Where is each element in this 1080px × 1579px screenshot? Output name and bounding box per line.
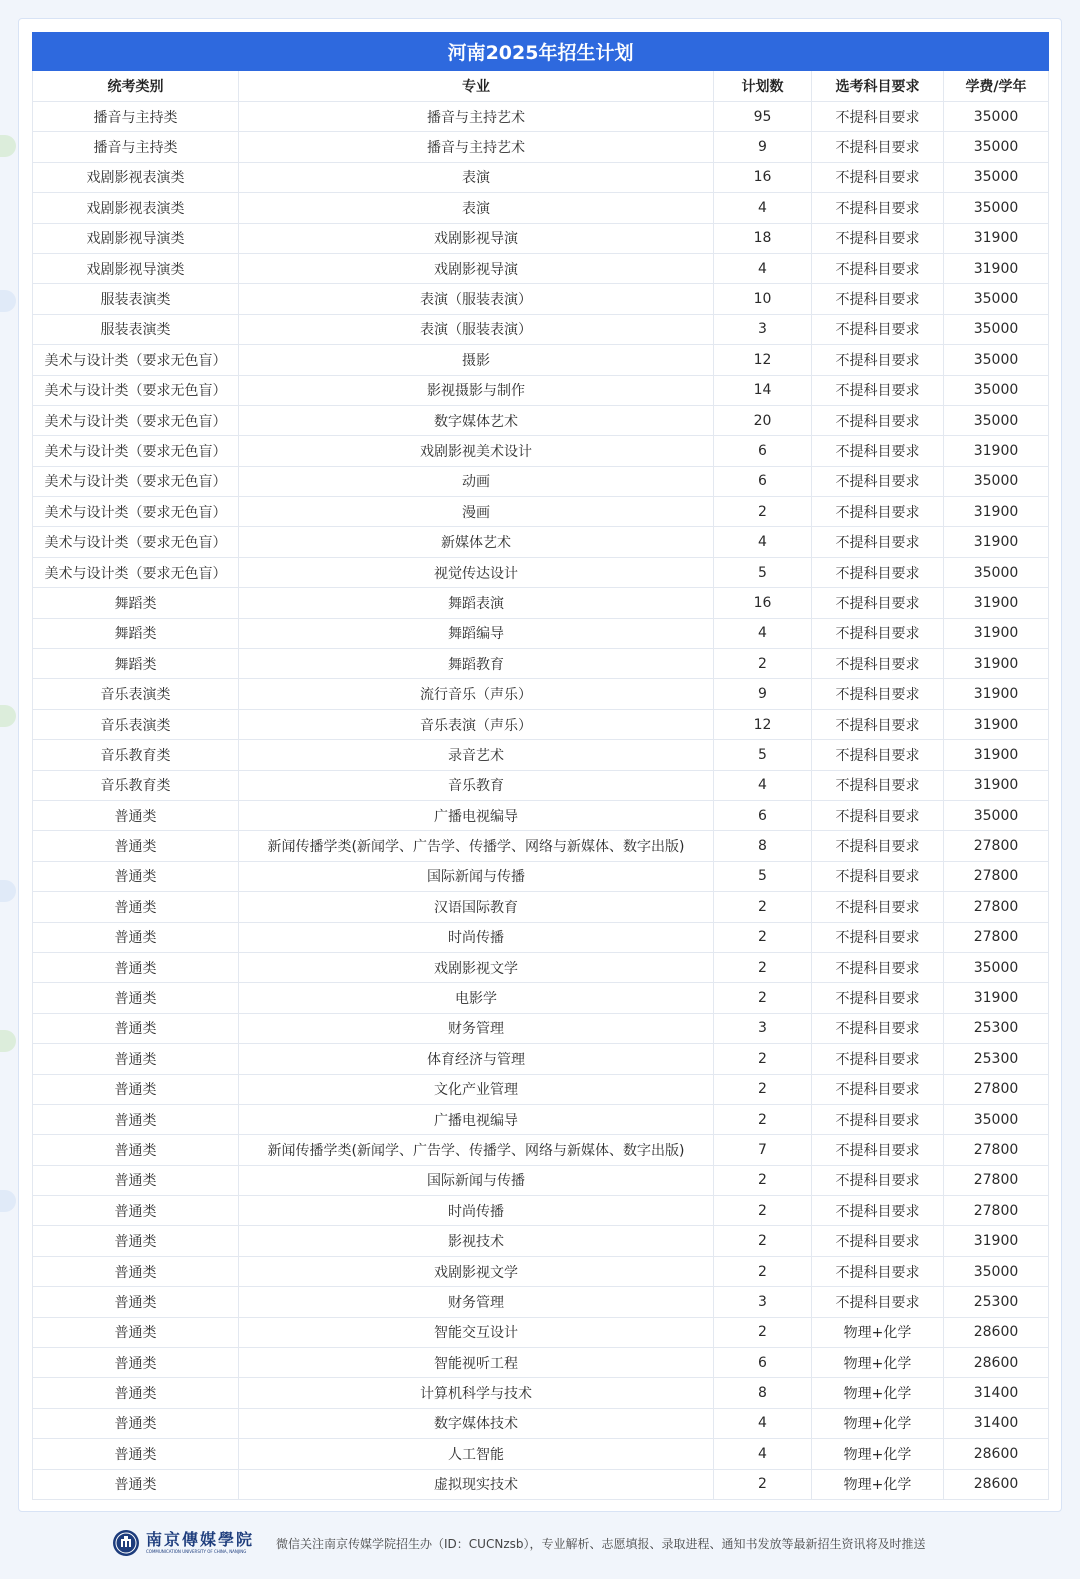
cell-major: 体育经济与管理	[239, 1044, 714, 1074]
cell-category: 普通类	[33, 1104, 239, 1134]
cell-plan-count: 2	[714, 1074, 812, 1104]
cell-category: 普通类	[33, 1378, 239, 1408]
table-row	[33, 1256, 1049, 1286]
cell-category: 播音与主持类	[33, 132, 239, 162]
cell-tuition: 35000	[944, 466, 1049, 496]
table-row	[33, 466, 1049, 496]
university-logo	[112, 1529, 254, 1557]
table-row	[33, 892, 1049, 922]
decor-leaf	[0, 880, 16, 902]
cell-major: 表演	[239, 162, 714, 192]
header-major: 专业	[239, 71, 714, 102]
cell-tuition: 31900	[944, 1226, 1049, 1256]
cell-major: 戏剧影视美术设计	[239, 436, 714, 466]
table-row	[33, 618, 1049, 648]
cell-plan-count: 6	[714, 800, 812, 830]
cell-tuition: 28600	[944, 1439, 1049, 1469]
table-body	[33, 102, 1049, 1500]
cell-plan-count: 2	[714, 1226, 812, 1256]
table-row	[33, 375, 1049, 405]
cell-category: 美术与设计类（要求无色盲）	[33, 527, 239, 557]
cell-tuition: 31400	[944, 1378, 1049, 1408]
header-tuition: 学费/学年	[944, 71, 1049, 102]
cell-plan-count: 2	[714, 1469, 812, 1499]
table-row	[33, 345, 1049, 375]
table-row	[33, 922, 1049, 952]
cell-category: 普通类	[33, 1196, 239, 1226]
table-row	[33, 1439, 1049, 1469]
cell-category: 普通类	[33, 1469, 239, 1499]
cell-category: 美术与设计类（要求无色盲）	[33, 345, 239, 375]
cell-tuition: 27800	[944, 1196, 1049, 1226]
cell-category: 戏剧影视表演类	[33, 162, 239, 192]
cell-subject-requirement: 不提科目要求	[812, 1256, 944, 1286]
cell-category: 美术与设计类（要求无色盲）	[33, 436, 239, 466]
cell-plan-count: 2	[714, 1256, 812, 1286]
table-row	[33, 132, 1049, 162]
header-plan-count: 计划数	[714, 71, 812, 102]
cell-tuition: 35000	[944, 314, 1049, 344]
cell-subject-requirement: 不提科目要求	[812, 375, 944, 405]
cell-plan-count: 2	[714, 1196, 812, 1226]
cell-major: 计算机科学与技术	[239, 1378, 714, 1408]
table-row	[33, 709, 1049, 739]
cell-major: 摄影	[239, 345, 714, 375]
table-row	[33, 284, 1049, 314]
cell-subject-requirement: 不提科目要求	[812, 618, 944, 648]
cell-tuition: 35000	[944, 1104, 1049, 1134]
cell-major: 舞蹈教育	[239, 649, 714, 679]
cell-plan-count: 2	[714, 922, 812, 952]
cell-major: 表演（服装表演）	[239, 314, 714, 344]
cell-major: 视觉传达设计	[239, 557, 714, 587]
cell-subject-requirement: 不提科目要求	[812, 557, 944, 587]
cell-category: 普通类	[33, 1287, 239, 1317]
cell-plan-count: 6	[714, 1348, 812, 1378]
cell-subject-requirement: 物理+化学	[812, 1408, 944, 1438]
cell-plan-count: 3	[714, 314, 812, 344]
cell-plan-count: 5	[714, 740, 812, 770]
cell-tuition: 31900	[944, 770, 1049, 800]
cell-major: 财务管理	[239, 1013, 714, 1043]
cell-category: 普通类	[33, 831, 239, 861]
cell-major: 智能交互设计	[239, 1317, 714, 1347]
cell-plan-count: 2	[714, 983, 812, 1013]
table-row	[33, 1196, 1049, 1226]
cell-major: 电影学	[239, 983, 714, 1013]
cell-major: 时尚传播	[239, 922, 714, 952]
cell-tuition: 27800	[944, 831, 1049, 861]
cell-category: 普通类	[33, 1317, 239, 1347]
cell-category: 普通类	[33, 983, 239, 1013]
cell-major: 流行音乐（声乐）	[239, 679, 714, 709]
table-row	[33, 770, 1049, 800]
cell-subject-requirement: 不提科目要求	[812, 831, 944, 861]
table-row	[33, 557, 1049, 587]
table-row	[33, 983, 1049, 1013]
footer-notice: 微信关注南京传媒学院招生办（ID：CUCNzsb），专业解析、志愿填报、录取进程、通知书发放等最新招生资讯将及时推送	[276, 1536, 926, 1551]
cell-plan-count: 4	[714, 1439, 812, 1469]
cell-plan-count: 9	[714, 679, 812, 709]
cell-category: 普通类	[33, 1226, 239, 1256]
cell-plan-count: 5	[714, 861, 812, 891]
cell-plan-count: 2	[714, 1317, 812, 1347]
cell-plan-count: 3	[714, 1287, 812, 1317]
cell-major: 戏剧影视文学	[239, 1256, 714, 1286]
table-row	[33, 405, 1049, 435]
cell-major: 国际新闻与传播	[239, 861, 714, 891]
cell-major: 影视技术	[239, 1226, 714, 1256]
cell-subject-requirement: 物理+化学	[812, 1348, 944, 1378]
cell-plan-count: 2	[714, 497, 812, 527]
cell-tuition: 31900	[944, 983, 1049, 1013]
cell-category: 美术与设计类（要求无色盲）	[33, 405, 239, 435]
cell-category: 服装表演类	[33, 314, 239, 344]
cell-plan-count: 8	[714, 831, 812, 861]
cell-category: 普通类	[33, 1044, 239, 1074]
header-category: 统考类别	[33, 71, 239, 102]
enrollment-table	[32, 32, 1049, 1500]
table-row	[33, 800, 1049, 830]
cell-subject-requirement: 不提科目要求	[812, 709, 944, 739]
cell-major: 广播电视编导	[239, 1104, 714, 1134]
cell-tuition: 35000	[944, 405, 1049, 435]
cell-category: 舞蹈类	[33, 649, 239, 679]
cell-subject-requirement: 不提科目要求	[812, 679, 944, 709]
cell-major: 新闻传播学类(新闻学、广告学、传播学、网络与新媒体、数字出版)	[239, 831, 714, 861]
table-row	[33, 1074, 1049, 1104]
cell-major: 音乐表演（声乐）	[239, 709, 714, 739]
table-row	[33, 952, 1049, 982]
table-row	[33, 1378, 1049, 1408]
cell-subject-requirement: 不提科目要求	[812, 1226, 944, 1256]
cell-tuition: 27800	[944, 922, 1049, 952]
cell-plan-count: 10	[714, 284, 812, 314]
table-row	[33, 740, 1049, 770]
cell-tuition: 35000	[944, 193, 1049, 223]
cell-plan-count: 4	[714, 527, 812, 557]
cell-subject-requirement: 不提科目要求	[812, 740, 944, 770]
cell-subject-requirement: 不提科目要求	[812, 284, 944, 314]
cell-major: 舞蹈编导	[239, 618, 714, 648]
cell-tuition: 25300	[944, 1287, 1049, 1317]
cell-subject-requirement: 不提科目要求	[812, 983, 944, 1013]
cell-major: 戏剧影视文学	[239, 952, 714, 982]
cell-tuition: 27800	[944, 1074, 1049, 1104]
cell-tuition: 28600	[944, 1317, 1049, 1347]
cell-plan-count: 12	[714, 709, 812, 739]
cell-subject-requirement: 不提科目要求	[812, 922, 944, 952]
table-row	[33, 1408, 1049, 1438]
cell-subject-requirement: 不提科目要求	[812, 861, 944, 891]
cell-subject-requirement: 不提科目要求	[812, 466, 944, 496]
cell-major: 国际新闻与传播	[239, 1165, 714, 1195]
table-row	[33, 1135, 1049, 1165]
cell-subject-requirement: 不提科目要求	[812, 770, 944, 800]
cell-tuition: 31900	[944, 618, 1049, 648]
cell-plan-count: 16	[714, 588, 812, 618]
cell-tuition: 31900	[944, 436, 1049, 466]
table-row	[33, 162, 1049, 192]
cell-tuition: 35000	[944, 162, 1049, 192]
table-row	[33, 1287, 1049, 1317]
cell-category: 舞蹈类	[33, 618, 239, 648]
cell-subject-requirement: 不提科目要求	[812, 1135, 944, 1165]
cell-subject-requirement: 不提科目要求	[812, 253, 944, 283]
decor-leaf	[0, 1190, 16, 1212]
cell-tuition: 35000	[944, 800, 1049, 830]
cell-plan-count: 20	[714, 405, 812, 435]
cell-major: 动画	[239, 466, 714, 496]
cell-plan-count: 16	[714, 162, 812, 192]
cell-category: 美术与设计类（要求无色盲）	[33, 557, 239, 587]
plan-card	[18, 18, 1062, 1512]
cell-major: 文化产业管理	[239, 1074, 714, 1104]
cell-tuition: 35000	[944, 102, 1049, 132]
cell-plan-count: 8	[714, 1378, 812, 1408]
table-row	[33, 1165, 1049, 1195]
cell-major: 新媒体艺术	[239, 527, 714, 557]
table-row	[33, 102, 1049, 132]
cell-plan-count: 3	[714, 1013, 812, 1043]
cell-major: 影视摄影与制作	[239, 375, 714, 405]
cell-tuition: 28600	[944, 1469, 1049, 1499]
cell-major: 数字媒体技术	[239, 1408, 714, 1438]
cell-category: 舞蹈类	[33, 588, 239, 618]
cell-plan-count: 18	[714, 223, 812, 253]
cell-tuition: 35000	[944, 952, 1049, 982]
cell-tuition: 35000	[944, 557, 1049, 587]
table-row	[33, 1044, 1049, 1074]
decor-leaf	[0, 290, 16, 312]
cell-tuition: 35000	[944, 132, 1049, 162]
cell-subject-requirement: 不提科目要求	[812, 1196, 944, 1226]
table-row	[33, 649, 1049, 679]
cell-subject-requirement: 不提科目要求	[812, 193, 944, 223]
cell-tuition: 31900	[944, 709, 1049, 739]
table-row	[33, 497, 1049, 527]
cell-major: 播音与主持艺术	[239, 102, 714, 132]
cell-plan-count: 4	[714, 770, 812, 800]
cell-major: 人工智能	[239, 1439, 714, 1469]
cell-subject-requirement: 不提科目要求	[812, 314, 944, 344]
table-row	[33, 223, 1049, 253]
cell-major: 新闻传播学类(新闻学、广告学、传播学、网络与新媒体、数字出版)	[239, 1135, 714, 1165]
cell-category: 普通类	[33, 1408, 239, 1438]
cell-tuition: 25300	[944, 1013, 1049, 1043]
cell-subject-requirement: 不提科目要求	[812, 1287, 944, 1317]
cell-major: 广播电视编导	[239, 800, 714, 830]
cell-major: 舞蹈表演	[239, 588, 714, 618]
cell-plan-count: 6	[714, 466, 812, 496]
cell-category: 戏剧影视导演类	[33, 223, 239, 253]
university-emblem-icon	[112, 1529, 140, 1557]
cell-plan-count: 9	[714, 132, 812, 162]
cell-category: 音乐教育类	[33, 770, 239, 800]
cell-category: 普通类	[33, 1074, 239, 1104]
cell-subject-requirement: 不提科目要求	[812, 223, 944, 253]
cell-major: 表演（服装表演）	[239, 284, 714, 314]
cell-tuition: 31900	[944, 679, 1049, 709]
cell-plan-count: 2	[714, 1165, 812, 1195]
cell-category: 普通类	[33, 1013, 239, 1043]
cell-tuition: 31400	[944, 1408, 1049, 1438]
cell-plan-count: 4	[714, 618, 812, 648]
cell-category: 戏剧影视表演类	[33, 193, 239, 223]
cell-category: 普通类	[33, 1165, 239, 1195]
cell-major: 时尚传播	[239, 1196, 714, 1226]
cell-major: 虚拟现实技术	[239, 1469, 714, 1499]
cell-tuition: 31900	[944, 740, 1049, 770]
cell-subject-requirement: 不提科目要求	[812, 1165, 944, 1195]
cell-major: 戏剧影视导演	[239, 253, 714, 283]
cell-category: 音乐教育类	[33, 740, 239, 770]
cell-subject-requirement: 物理+化学	[812, 1317, 944, 1347]
cell-subject-requirement: 物理+化学	[812, 1469, 944, 1499]
cell-tuition: 35000	[944, 1256, 1049, 1286]
cell-subject-requirement: 物理+化学	[812, 1439, 944, 1469]
cell-category: 普通类	[33, 1348, 239, 1378]
cell-subject-requirement: 不提科目要求	[812, 436, 944, 466]
cell-plan-count: 2	[714, 1104, 812, 1134]
cell-tuition: 31900	[944, 649, 1049, 679]
table-row	[33, 1013, 1049, 1043]
cell-plan-count: 2	[714, 952, 812, 982]
table-row	[33, 1348, 1049, 1378]
cell-category: 音乐表演类	[33, 709, 239, 739]
cell-subject-requirement: 不提科目要求	[812, 952, 944, 982]
cell-category: 美术与设计类（要求无色盲）	[33, 497, 239, 527]
cell-tuition: 27800	[944, 892, 1049, 922]
footer	[112, 1523, 1012, 1563]
cell-tuition: 31900	[944, 497, 1049, 527]
cell-tuition: 28600	[944, 1348, 1049, 1378]
cell-category: 普通类	[33, 1135, 239, 1165]
table-row	[33, 1317, 1049, 1347]
table-row	[33, 861, 1049, 891]
cell-subject-requirement: 不提科目要求	[812, 1074, 944, 1104]
decor-leaf	[0, 1030, 16, 1052]
cell-category: 普通类	[33, 1439, 239, 1469]
table-row	[33, 193, 1049, 223]
cell-category: 普通类	[33, 952, 239, 982]
cell-tuition: 31900	[944, 588, 1049, 618]
logo-chinese-name: 南京傳媒學院	[146, 1530, 255, 1549]
cell-plan-count: 2	[714, 1044, 812, 1074]
cell-tuition: 35000	[944, 345, 1049, 375]
cell-tuition: 27800	[944, 861, 1049, 891]
cell-tuition: 27800	[944, 1165, 1049, 1195]
cell-subject-requirement: 不提科目要求	[812, 649, 944, 679]
cell-subject-requirement: 物理+化学	[812, 1378, 944, 1408]
cell-category: 普通类	[33, 892, 239, 922]
cell-subject-requirement: 不提科目要求	[812, 102, 944, 132]
decor-leaf	[0, 135, 16, 157]
cell-subject-requirement: 不提科目要求	[812, 162, 944, 192]
table-row	[33, 679, 1049, 709]
table-row	[33, 1104, 1049, 1134]
table-row	[33, 314, 1049, 344]
cell-tuition: 35000	[944, 284, 1049, 314]
cell-plan-count: 4	[714, 1408, 812, 1438]
cell-subject-requirement: 不提科目要求	[812, 345, 944, 375]
cell-subject-requirement: 不提科目要求	[812, 892, 944, 922]
cell-major: 播音与主持艺术	[239, 132, 714, 162]
cell-subject-requirement: 不提科目要求	[812, 132, 944, 162]
table-row	[33, 527, 1049, 557]
cell-tuition: 31900	[944, 527, 1049, 557]
cell-subject-requirement: 不提科目要求	[812, 405, 944, 435]
cell-tuition: 27800	[944, 1135, 1049, 1165]
table-row	[33, 831, 1049, 861]
cell-subject-requirement: 不提科目要求	[812, 497, 944, 527]
cell-tuition: 31900	[944, 223, 1049, 253]
cell-subject-requirement: 不提科目要求	[812, 588, 944, 618]
cell-category: 普通类	[33, 800, 239, 830]
cell-major: 数字媒体艺术	[239, 405, 714, 435]
cell-major: 漫画	[239, 497, 714, 527]
cell-plan-count: 14	[714, 375, 812, 405]
cell-category: 戏剧影视导演类	[33, 253, 239, 283]
cell-subject-requirement: 不提科目要求	[812, 1104, 944, 1134]
table-title: 河南2025年招生计划	[33, 33, 1049, 71]
cell-tuition: 35000	[944, 375, 1049, 405]
cell-plan-count: 2	[714, 649, 812, 679]
cell-plan-count: 7	[714, 1135, 812, 1165]
header-subject-requirement: 选考科目要求	[812, 71, 944, 102]
table-row	[33, 588, 1049, 618]
cell-category: 美术与设计类（要求无色盲）	[33, 466, 239, 496]
cell-category: 普通类	[33, 861, 239, 891]
cell-subject-requirement: 不提科目要求	[812, 527, 944, 557]
cell-major: 音乐教育	[239, 770, 714, 800]
cell-category: 服装表演类	[33, 284, 239, 314]
cell-tuition: 25300	[944, 1044, 1049, 1074]
cell-plan-count: 95	[714, 102, 812, 132]
cell-plan-count: 4	[714, 193, 812, 223]
cell-major: 智能视听工程	[239, 1348, 714, 1378]
header-row	[33, 71, 1049, 102]
cell-category: 音乐表演类	[33, 679, 239, 709]
cell-category: 播音与主持类	[33, 102, 239, 132]
cell-category: 普通类	[33, 1256, 239, 1286]
cell-subject-requirement: 不提科目要求	[812, 1044, 944, 1074]
cell-tuition: 31900	[944, 253, 1049, 283]
table-row	[33, 1469, 1049, 1499]
cell-category: 美术与设计类（要求无色盲）	[33, 375, 239, 405]
cell-category: 普通类	[33, 922, 239, 952]
decor-leaf	[0, 705, 16, 727]
table-row	[33, 436, 1049, 466]
cell-plan-count: 4	[714, 253, 812, 283]
cell-major: 财务管理	[239, 1287, 714, 1317]
table-row	[33, 253, 1049, 283]
cell-major: 表演	[239, 193, 714, 223]
cell-subject-requirement: 不提科目要求	[812, 800, 944, 830]
cell-major: 汉语国际教育	[239, 892, 714, 922]
table-row	[33, 1226, 1049, 1256]
cell-plan-count: 5	[714, 557, 812, 587]
cell-plan-count: 12	[714, 345, 812, 375]
logo-english-name: COMMUNICATION UNIVERSITY OF CHINA, NANJING	[146, 1549, 247, 1554]
cell-major: 戏剧影视导演	[239, 223, 714, 253]
cell-plan-count: 6	[714, 436, 812, 466]
cell-plan-count: 2	[714, 892, 812, 922]
cell-major: 录音艺术	[239, 740, 714, 770]
cell-subject-requirement: 不提科目要求	[812, 1013, 944, 1043]
